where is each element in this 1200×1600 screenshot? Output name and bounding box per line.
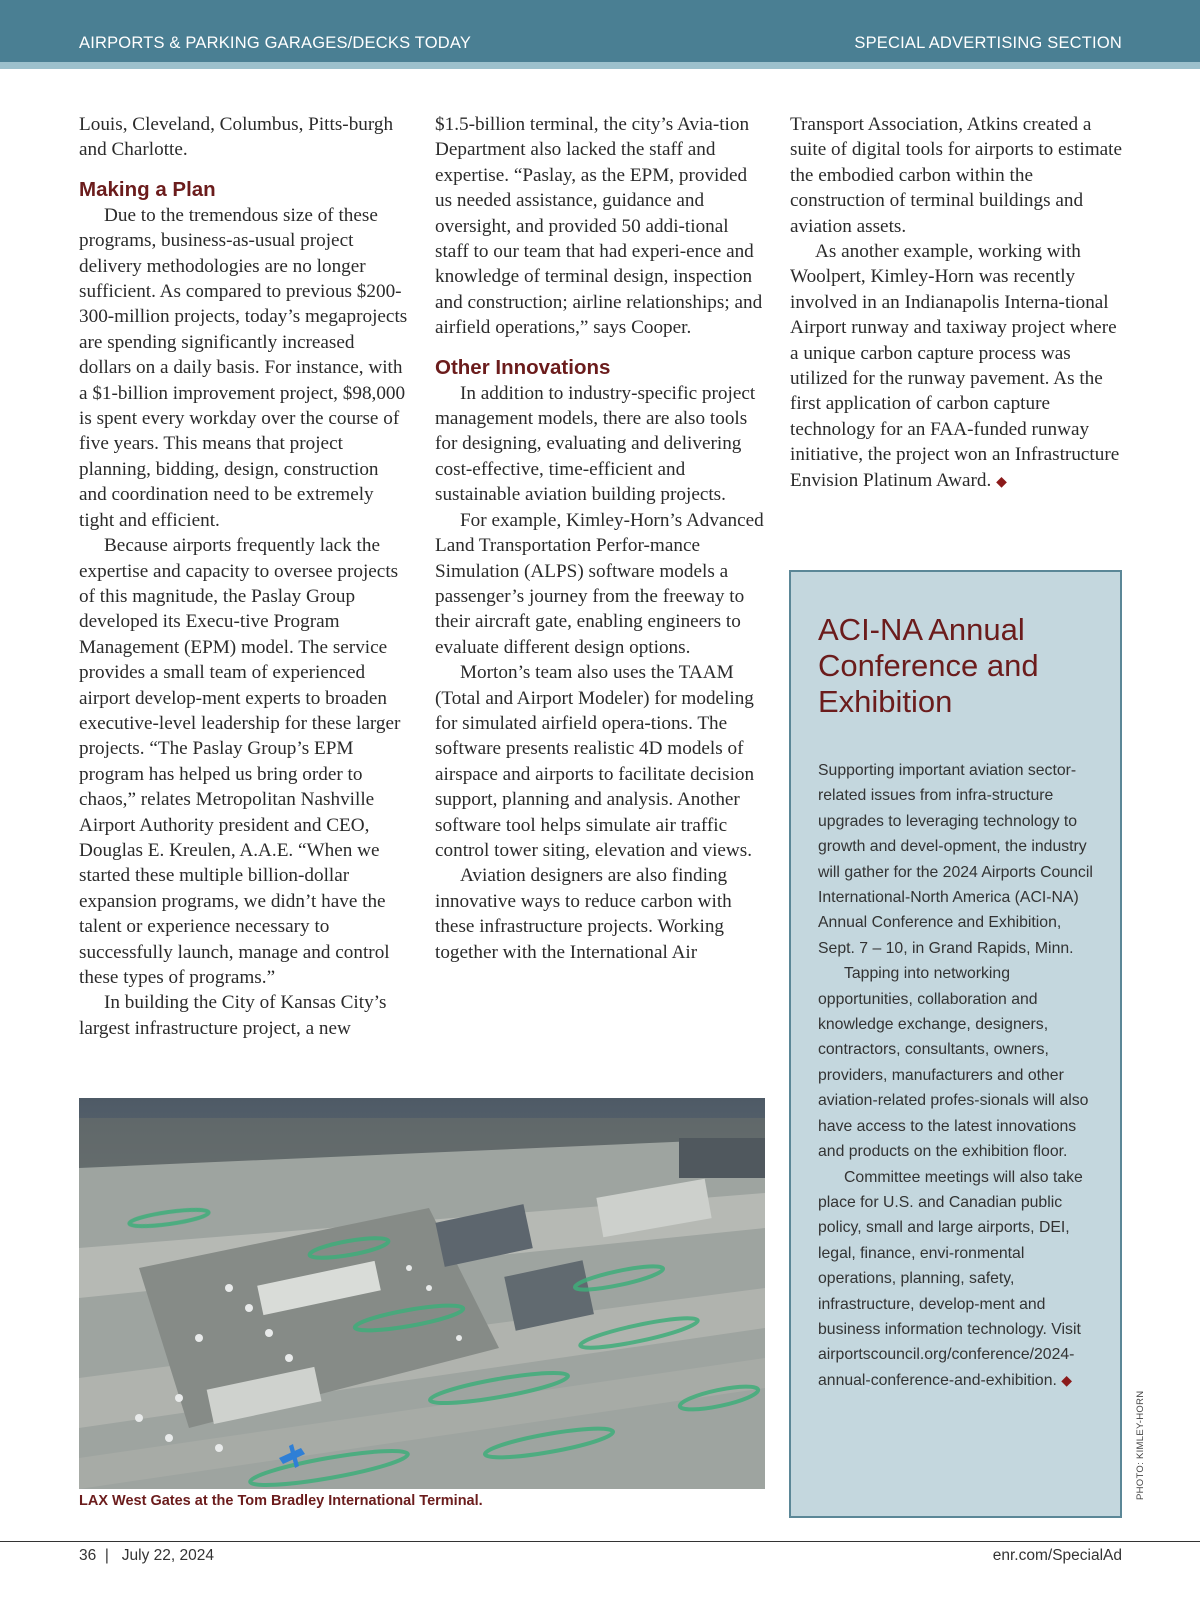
- footer-rule: [0, 1541, 1200, 1542]
- paragraph: Due to the tremendous size of these programs, business-as-usual project delivery methodologies are no longer sufficient. As compared to previous $200-300-million projects, today’s megaprojects are spending significantly increased dollars on a daily basis. For instance, with a $1-billion improvement project, $98,000 is spent every workday over the course of five years. This means that project planning, bidding, design, construction and coordination need to be extremely tight and efficient.: [79, 204, 408, 531]
- photo-caption: LAX West Gates at the Tom Bradley International Terminal.: [79, 1493, 483, 1509]
- subhead-making-a-plan: Making a Plan: [79, 177, 216, 201]
- paragraph: For example, Kimley-Horn’s Advanced Land Transportation Perfor-mance Simulation (ALPS) software models a passenger’s journey from the freeway to their aircraft gate, enabling engineers to evaluate different design options.: [435, 509, 764, 658]
- aerial-photo-illustration: [79, 1098, 765, 1489]
- header-rule: [0, 62, 1200, 69]
- column-2: [435, 112, 765, 965]
- paragraph: Louis, Cleveland, Columbus, Pitts-burgh and Charlotte.: [79, 114, 394, 161]
- sidebar-paragraph: Supporting important aviation sector-related issues from infra-structure upgrades to leveraging technology to growth and devel-opment, the industry will gather for the 2024 Airports Council International-North America (ACI-NA) Annual Conference and Exhibition, Sept. 7 – 10, in Grand Rapids, Minn.: [818, 762, 1093, 957]
- paragraph: Morton’s team also uses the TAAM (Total and Airport Modeler) for modeling for simulated airfield opera-tions. The software presents realistic 4D models of airspace and airports to facilitate decision support, planning and analysis. Another software tool helps simulate air traffic control tower siting, elevation and views.: [435, 662, 755, 861]
- column-3: [790, 112, 1122, 495]
- sidebar-title: ACI-NA Annual Conference and Exhibition: [818, 612, 1039, 719]
- paragraph: Transport Association, Atkins created a suite of digital tools for airports to estimate the embodied carbon within the construction of terminal buildings and aviation assets.: [790, 114, 1122, 237]
- sidebar-paragraph: Tapping into networking opportunities, collaboration and knowledge exchange, designers, contractors, consultants, owners, providers, manufacturers and other aviation-related profes-sionals will also have access to the latest innovations and products on the exhibition floor.: [818, 965, 1089, 1161]
- footer-url-link[interactable]: enr.com/SpecialAd: [992, 1547, 1122, 1564]
- subhead-other-innovations: Other Innovations: [435, 355, 611, 379]
- paragraph: [790, 239, 1122, 495]
- column-1: [79, 112, 409, 1041]
- sidebar-paragraph: [818, 1165, 1094, 1394]
- photo-credit: PHOTO: KIMLEY-HORN: [1135, 1390, 1146, 1500]
- paragraph: Aviation designers are also finding innovative ways to reduce carbon with these infrastructure projects. Working together with the International Air: [435, 865, 732, 963]
- end-diamond-icon: ◆: [996, 474, 1007, 490]
- paragraph: In addition to industry-specific project management models, there are also tools for designing, evaluating and delivering cost-effective, time-efficient and sustainable aviation building projects.: [435, 382, 756, 506]
- advertising-label: SPECIAL ADVERTISING SECTION: [854, 34, 1122, 52]
- paragraph: Because airports frequently lack the expertise and capacity to oversee projects of this magnitude, the Paslay Group developed its Execu-tive Program Management (EPM) model. The service provides a small team of experienced airport develop-ment experts to broaden executive-level leadership for these larger projects. “The Paslay Group’s EPM program has helped us bring order to chaos,” relates Metropolitan Nashville Airport Authority president and CEO, Douglas E. Kreulen, A.A.E. “When we started these multiple billion-dollar expansion programs, we didn’t have the talent or experience necessary to successfully launch, manage and control these types of programs.”: [79, 535, 401, 988]
- paragraph-text: As another example, working with Woolpert, Kimley-Horn was recently involved in an Indianapolis Interna-tional Airport runway and taxiway project where a unique carbon capture process was utilized for the runway pavement. As the first application of carbon capture technology for an FAA-funded runway initiative, the project won an Infrastructure Envision Platinum Award.: [790, 241, 1120, 491]
- page-number-date: 36 | July 22, 2024: [79, 1547, 215, 1564]
- page-header-bar: [0, 0, 1200, 62]
- end-diamond-icon: ◆: [1061, 1371, 1073, 1388]
- sidebar-paragraph-text: Committee meetings will also take place for U.S. and Canadian public policy, small and large airports, DEI, legal, finance, envi-ronmental operations, planning, safety, infrastructure, develop-ment and business information technology. Visit airportscouncil.org/conference/2024-annual-conference-and-exhibition.: [818, 1168, 1083, 1389]
- airport-aerial-photo: [79, 1098, 765, 1489]
- sidebar-box: [789, 570, 1122, 1518]
- sidebar-body: [818, 758, 1094, 1393]
- paragraph: $1.5-billion terminal, the city’s Avia-tion Department also lacked the staff and expertise. “Paslay, as the EPM, provided us needed assistance, guidance and oversight, and provided 50 addi-tional staff to our team that had experi-ence and knowledge of terminal design, inspection and construction; airline relationships; and airfield operations,” says Cooper.: [435, 114, 763, 339]
- paragraph: In building the City of Kansas City’s largest infrastructure project, a new: [79, 992, 387, 1039]
- section-title: AIRPORTS & PARKING GARAGES/DECKS TODAY: [79, 34, 472, 52]
